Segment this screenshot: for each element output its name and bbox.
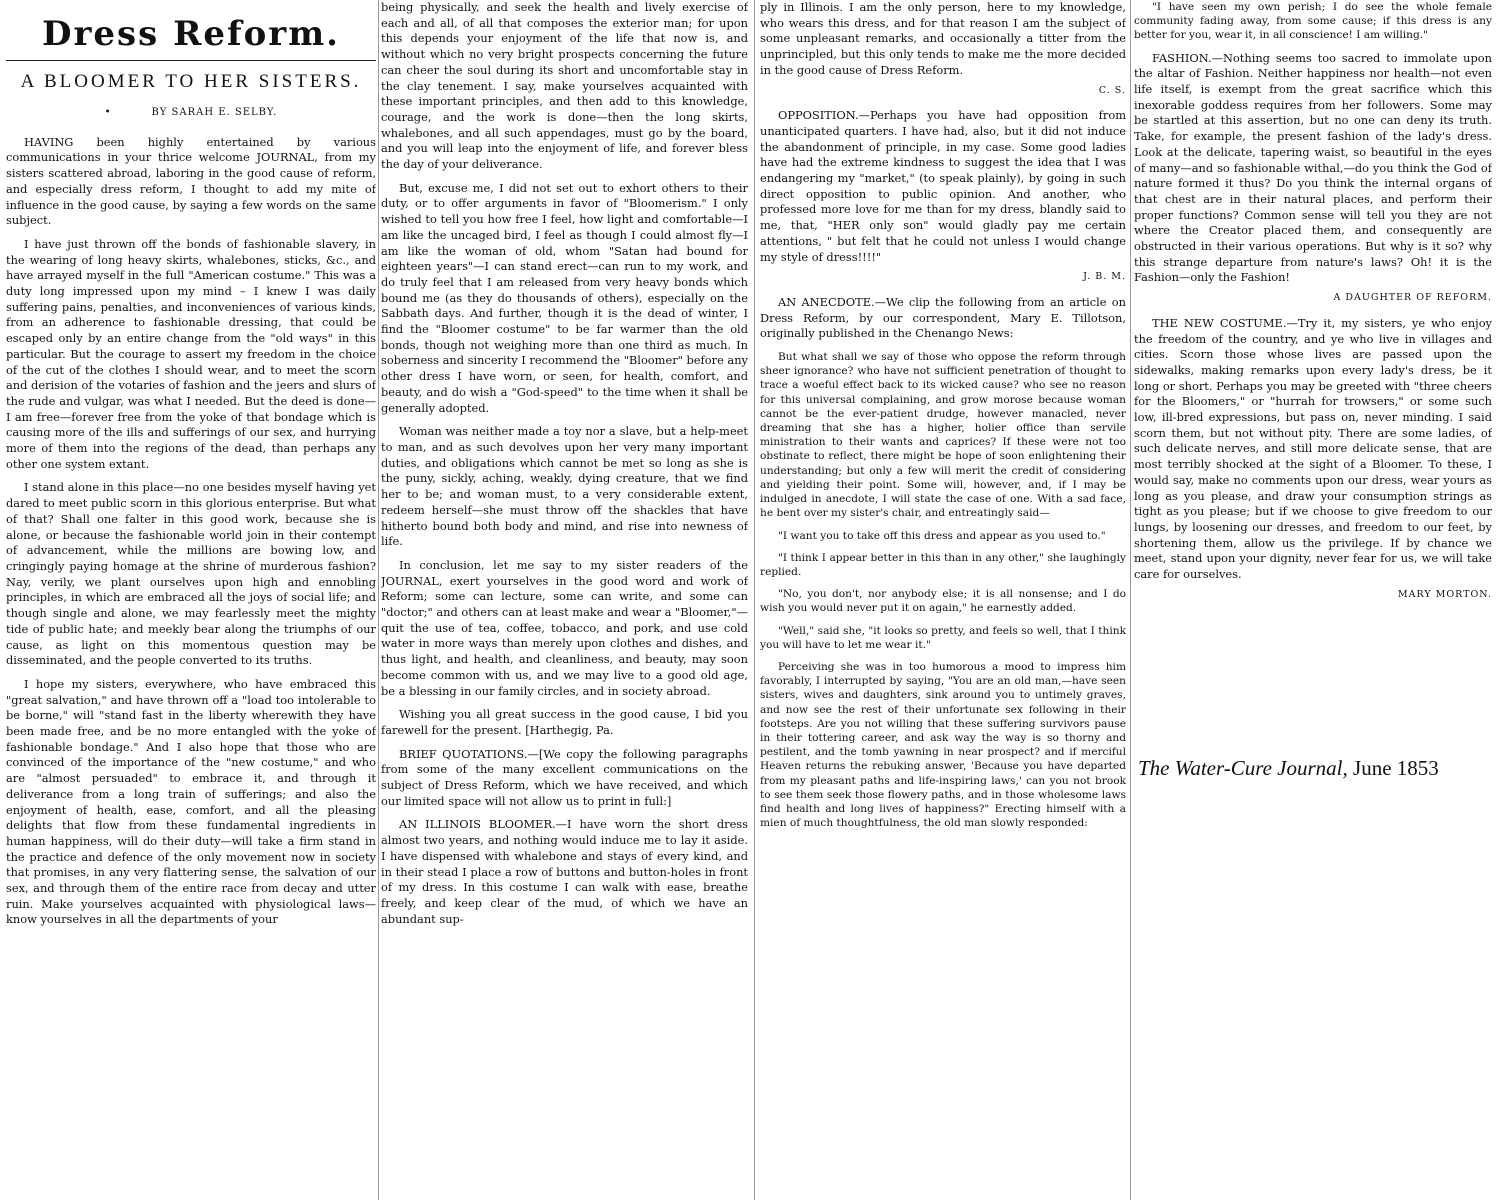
signature: J. B. M. — [1083, 271, 1126, 283]
paragraph: AN ANECDOTE.—We clip the following from an article on Dress Reform, by our correspondent, Mary E. Tillotson, originally published in the Chenango News: — [760, 294, 1126, 341]
quoted-paragraph: Perceiving she was in too humorous a mood to impress him favorably, I interrupted by saying, "You are an old man,—have seen sisters, wives and daughters, sink around you to untimely graves, and now see the rest of their unfortunate sex following in their footsteps. Are you not willing that these suffering survivors pause in their tottering career, and ask way the way is so thorny and pestilent, and the tomb yawning in near prospect? and if merciful Heaven returns the rebuking answer, 'Because you have departed from my pleasant paths and life-inspiring laws,' can you not brook to see them seek those flowery paths, and in those wholesome laws find health and long lives of happiness?" Erecting himself with a mien of much thoughtfulness, the old man slowly responded: — [760, 660, 1126, 830]
quoted-paragraph: "I think I appear better in this than in any other," she laughingly replied. — [760, 551, 1126, 578]
quoted-paragraph: "No, you don't, nor anybody else; it is all nonsense; and I do wish you would never put it on again," he earnestly added. — [760, 588, 1126, 615]
paragraph: AN ILLINOIS BLOOMER.—I have worn the short dress almost two years, and nothing would induce me to lay it aside. I have dispensed with whalebone and stays of every kind, and in their stead I place a row of buttons and button-holes in front of my dress. In this costume I can walk with ease, breathe freely, and keep clear of the mud, of which we have an abundant sup- — [381, 817, 748, 926]
column-4 — [1134, 0, 1492, 1200]
byline — [6, 105, 376, 121]
column-1 — [6, 0, 376, 1200]
paragraph: I have just thrown off the bonds of fashionable slavery, in the wearing of long heavy skirts, whalebones, sticks, &c., and have arrayed myself in the full "American costume." This was a duty long impressed upon my mind – I knew I was daily suffering pains, penalties, and inconveniences of various kinds, from an adherence to fashionable dressing, that could be escaped only by an entire change from the "old ways" in this particular. But the courage to assert my freedom in the choice of the cut of the clothes I should wear, and to meet the scorn and derision of the votaries of fashion and the jeers and slurs of the rude and vulgar, was what I needed. But the deed is done—I am free—forever free from the yoke of that bondage which is causing more of the ills and sufferings of our sex, and hurrying more of them into the regions of the dead, than perhaps any other one system extant. — [6, 236, 376, 471]
quoted-paragraph: "Well," said she, "it looks so pretty, and feels so well, that I think you will have to let me wear it." — [760, 624, 1126, 651]
byline-dot: • — [104, 107, 112, 118]
paragraph: ply in Illinois. I am the only person, here to my knowledge, who wears this dress, and for that reason I am the subject of some unpleasant remarks, and occasionally a titter from the unprincipled, but this only tends to make me the more decided in the good cause of Dress Reform. — [760, 0, 1126, 77]
paragraph: Woman was neither made a toy nor a slave, but a help-meet to man, and as such devolves upon her very many important duties, and obligations which cannot be met so long as she is the puny, sickly, aching, weakly, dying creature, that we find her to be; and woman must, to a very considerable extent, redeem herself—she must throw off the shackles that have hitherto bound both body and mind, and rise into newness of life. — [381, 424, 748, 549]
column-rule — [1130, 0, 1131, 1200]
paragraph: FASHION.—Nothing seems too sacred to immolate upon the altar of Fashion. Neither happiness nor health—not even life itself, is exempt from the great sacrifice which this inexorable goddess requires from her followers. Some may be startled at this assertion, but no one can deny its truth. Take, for example, the present fashion of the lady's dress. Look at the delicate, tapering waist, so beautiful in the eyes of many—and so fashionable withal,—do you think the God of nature formed it thus? Do you think the internal organs of that chest are in their natural places, and perform their proper functions? Common sense will tell you they are not where the Creator placed them, and consequently are obstructed in their various operations. But why is it so? why this strange departure from nature's laws? Oh! it is the Fashion—only the Fashion! — [1134, 50, 1492, 285]
column-3 — [760, 0, 1126, 1200]
paragraph: But, excuse me, I did not set out to exhort others to their duty, or to offer arguments in favor of "Bloomerism." I only wished to tell you how free I feel, how light and comfortable—I am like the uncaged bird, I feel as though I could almost fly—I am like the woman of old, whom "Satan had bound for eighteen years"—I can stand erect—can run to my work, and do truly feel that I am released from very heavy bonds which bound me (as they do thousands of others), especially on the Sabbath days. And further, though it is the dead of winter, I find the "Bloomer costume" to be far warmer than the old bonds, though not weighing more than one third as much. In soberness and sincerity I recommend the "Bloomer" before any other dress I have worn, or seen, for health, comfort, and beauty, and do wish a "God-speed" to the time when it shall be generally adopted. — [381, 180, 748, 415]
source-journal: The Water-Cure Journal, — [1138, 756, 1348, 780]
byline-text: BY SARAH E. SELBY. — [151, 107, 278, 118]
source-date: June 1853 — [1347, 756, 1439, 780]
paragraph: being physically, and seek the health and lively exercise of each and all, of all that composes the exterior man; for upon this depends your enjoyment of the life that now is, and without which no very bright prospects concerning the future can cheer the soul during its short and uncomfortable stay in the clay tenement. I say, make yourselves acquainted with these important principles, and then add to this knowledge, courage, and the work is done—then the long skirts, whalebones, and all such appendages, must go by the board, and you will leap into the enjoyment of life, and forever bless the day of your deliverance. — [381, 0, 748, 172]
column-rule — [378, 0, 379, 1200]
signature: C. S. — [1098, 84, 1126, 96]
article-title: A BLOOMER TO HER SISTERS. — [20, 71, 362, 92]
paragraph: HAVING been highly entertained by various communications in your thrice welcome JOURNAL, from my sisters scattered abroad, laboring in the good cause of reform, and especially dress reform, I thought to add my mite of influence in the good cause, by saying a few words on the same subject. — [6, 134, 376, 228]
paragraph: BRIEF QUOTATIONS.—[We copy the following paragraphs from some of the many excellent communications on the subject of Dress Reform, which we have received, and which our limited space will not allow us to print in full:] — [381, 746, 748, 808]
paragraph: Wishing you all great success in the good cause, I bid you farewell for the present. [Harthegig, Pa. — [381, 707, 748, 737]
signature: MARY MORTON. — [1397, 588, 1492, 600]
paragraph: In conclusion, let me say to my sister readers of the JOURNAL, exert yourselves in the good word and work of Reform; some can lecture, some can write, and some can "doctor;" and others can at least make and wear a "Bloomer,"—quit the use of tea, coffee, tobacco, and pork, and use cold water in more ways than merely upon clothes and dishes, and thus light, and health, and cleanliness, and beauty, may soon become common with us, and we may live to a good old age, be a blessing in our family circles, and in society abroad. — [381, 557, 748, 698]
quoted-paragraph: "I want you to take off this dress and appear as you used to." — [778, 529, 1106, 542]
masthead: Dress Reform. — [41, 14, 341, 54]
quoted-paragraph: But what shall we say of those who oppose the reform through sheer ignorance? who have not sufficient penetration of thought to trace a woeful effect back to its wicked cause? who see no reason for this universal complaining, and grow morose because woman cannot be the ever-patient drudge, however manacled, never dreaming that she has a higher, holier office than servile ministration to their wants and caprices? If these were not too obstinate to reflect, there might be hope of soon enlightening their understanding; but only a few will merit the credit of considering and yielding their point. Some will, however, and, if I may be indulged in anecdote, I will state the case of one. With a sad face, he bent over my sister's chair, and entreatingly said— — [760, 351, 1126, 520]
paragraph: I stand alone in this place—no one besides myself having yet dared to meet public scorn in this glorious enterprise. But what of that? Shall one falter in this good work, because she is alone, or because the fashionable world join in their contempt of advancement, while the millions are bowing low, and cringingly paying homage at the shrine of murderous fashion? Nay, verily, we plant ourselves upon high and ennobling principles, in which are embraced all the joys of social life; and though single and alone, we may fearlessly meet the mighty tide of public hate; and meekly bear along the triumphs of our cause, as light on this momentous question may be disseminated, and the people converted to its truths. — [6, 480, 376, 668]
column-rule — [754, 0, 755, 1200]
signature: A DAUGHTER OF REFORM. — [1333, 292, 1492, 304]
paragraph: I hope my sisters, everywhere, who have embraced this "great salvation," and have thrown off a "load too intolerable to be borne," will "stand fast in the liberty wherewith they have been made free, and be no more entangled with the yoke of fashionable bondage." And I also hope that those who are convinced of the importance of the "new costume," and who are "almost persuaded" to embrace it, and through it deliverance from a long train of sufferings; and also the enjoyment of health, ease, comfort, and all the pleasing delights that flow from these fundamental ingredients in human happiness, will do their duty—will take a firm stand in the practice and defence of the only movement now in society that promises, in any very flattering sense, the salvation of our sex, and through them of the entire race from decay and utter ruin. Make yourselves acquainted with physiological laws—know yourselves in all the departments of your — [6, 676, 376, 927]
source-citation — [1138, 756, 1498, 781]
column-2 — [381, 0, 748, 1200]
paragraph: THE NEW COSTUME.—Try it, my sisters, ye who enjoy the freedom of the country, and ye who live in villages and cities. Scorn those whose lives are passed upon the sidewalks, making remarks upon every lady's dress, be it long or short. Perhaps you may be greeted with "three cheers for the Bloomers," or "hurrah for trowsers," or some such low, ill-bred expressions, but pass on, never minding. I said scorn them, but not without pity. There are some ladies, of such delicate nerves, and still more delicate sense, that are most terribly shocked at the sight of a Bloomer. To these, I would say, make no comments upon our dress, wear yours as long as you please, and draw your consumption strings as tight as you please; but if we choose to give freedom to our lungs, by loosening our dresses, and freedom to our feet, by shortening them, allow us the privilege. If by chance we meet, stand upon your dignity, never fear for us, we will take care for ourselves. — [1134, 315, 1492, 582]
masthead-rule — [6, 60, 376, 61]
paragraph: OPPOSITION.—Perhaps you have had opposition from unanticipated quarters. I have had, also, but it did not induce the abandonment of principle, in my case. Some good ladies have had the extreme kindness to suggest the idea that I was endangering my "market," (to speak plainly), by going in such direct opposition to public opinion. And another, who professed more love for me than for my dress, blandly said to me, that, "HER only son" would gladly pay me certain attentions, " but felt that he could not unless I would change my style of dress!!!!" — [760, 108, 1126, 264]
quoted-paragraph: "I have seen my own perish; I do see the whole female community fading away, from some cause; if this dress is any better for you, wear it, in all conscience! I am willing." — [1134, 1, 1492, 42]
